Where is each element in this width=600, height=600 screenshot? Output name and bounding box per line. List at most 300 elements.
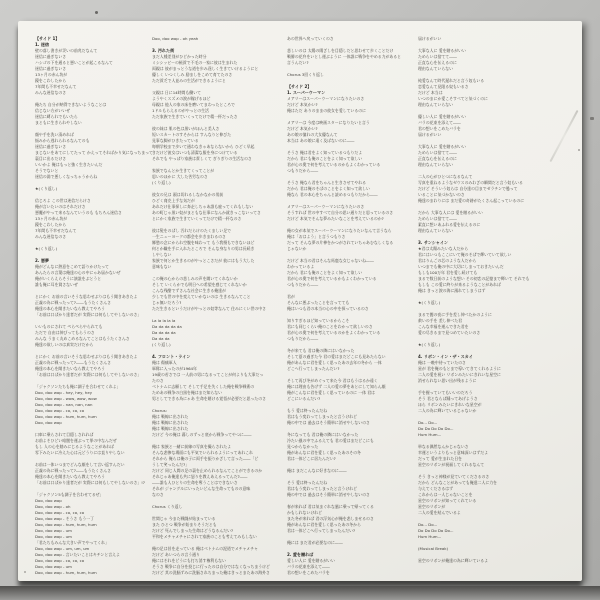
lyric-line: 理由なんていらない: [418, 102, 454, 107]
lyric-line: 2. 愛を贈れば: [287, 552, 314, 557]
lyric-line: もしも100万年 君を愛し続けても: [418, 270, 478, 275]
lyric-line: 優しく いつくしみ 励ましをこめて育てたのさ: [152, 72, 233, 77]
lyric-line: Doo, doo wop - um: [35, 564, 72, 569]
lyric-line: 愛の尽きるまで見つめていたいのさ: [418, 330, 481, 335]
lyric-line: 誰も俺に耳を貸さないぜ: [35, 282, 78, 287]
lyric-line: 何とか職を手に入れたところで そんな身なりの男は長続き: [152, 246, 255, 251]
lyric-line: Do... Do...: [418, 420, 438, 425]
lyric-line: ひどく商売上手な気だが: [152, 198, 195, 203]
lyric-line: いいものにされて ぺらぺらやられても: [35, 324, 103, 329]
lyric-line: 平和をメチャメチャにされて家族のことも考えてみもしない: [152, 534, 257, 539]
lyric-line: こんな幸福を運んできた君を: [418, 324, 469, 329]
lyric-line: メアリーは 今度は映画スターになりたいと言う: [287, 120, 370, 125]
lyric-line: 悲しいのは 太陽の陽ざしを目隠しだと思わせて歩くことだけ: [287, 48, 394, 53]
lyric-line: ★(くり返し): [35, 186, 58, 191]
lyric-line: Doo, doo wop - um: [35, 534, 72, 539]
lyric-line: わかっているよ: [287, 264, 315, 269]
lyric-line: だけど 其の洗脳ずみに洗脳されちまった俺はきっとまたあの海外さ: [152, 570, 270, 575]
lyric-line: 星空のリボンが知ってくれている: [418, 498, 477, 503]
lyric-line: どこへ行ってしまったんだい?: [287, 366, 340, 371]
lyric-line: きだけど彼女はいつも清潔な服を身につけている: [152, 150, 238, 155]
lyric-line: もし 人の心を踏みにじるようなことがあれば: [35, 444, 115, 449]
lyric-line: 君はりんごの芯のような人だから: [418, 258, 477, 263]
lyric-line: 軍隊に入ったのが1964年: [152, 366, 197, 371]
lyric-line: そうでないと: [35, 168, 59, 173]
lyric-line: 単なる偶然なんかじゃないさ: [418, 444, 469, 449]
lyric-line: 口車に乗らされて目隠しされれば: [35, 432, 94, 437]
lyric-line: そうさ 戦争に自分を投じに行ったのは自分ではなくなっちまうけど: [152, 564, 270, 569]
lyric-line: まるで数日前のような想い その初恋の記憶まで輝いて それでも: [418, 276, 530, 281]
lyric-line: 悪魔がやって来るなんていうのも もちろん迷信さ: [35, 210, 122, 215]
lyric-line: だから 君にも俺のことをよく知って欲しい: [287, 270, 363, 275]
lyric-line: 毎朝学校まで歩いて通わなきゃあならないから ひどく早起: [152, 144, 255, 149]
lyric-line: 理由なんていらない: [418, 228, 454, 233]
lyric-line: いつのまにか愛こそすべてと気づくのに: [418, 96, 488, 101]
lyric-line: 写真を重ねるようなゼウスのみわざの瞬間だと言う奴もいる: [418, 180, 523, 185]
lyric-line: これからは一人じゃないことを: [418, 492, 473, 497]
lyric-line: 俺達のまわりには まだ愛の奇跡がたくさん起こっているのに: [418, 198, 525, 203]
lyric-line: だけど 本気かい?: [287, 126, 318, 131]
lyric-line: ★(くり返し): [418, 342, 441, 347]
lyric-line: 見つからなかった: [287, 444, 319, 449]
lyric-line: だから 大事な人には 愛を贈るがいい: [418, 210, 483, 215]
lyric-line: メアリーはスーパーウーマンになりたいのさ: [287, 96, 365, 101]
lyric-line: だけど 本当の君はそんな馬鹿な女じゃないね――: [287, 258, 374, 263]
lyric-line: 彼の妹は 肌の色は黒いがほんと美人さ: [152, 126, 220, 131]
lyric-line: Hum Hum...: [418, 534, 442, 539]
lyric-line: だから 君にも俺のことをよく知って欲しい: [287, 156, 363, 161]
lyric-line: ハシゴの下を通ると悪いことが起こるなんて: [35, 60, 113, 65]
lyric-line: 少しでも世の中を変えていかないのは 生きるなんてこと: [152, 294, 251, 299]
lyric-line: 二人の心がひとつになるなんて: [418, 174, 473, 179]
lyric-line: Chorus:: [152, 408, 167, 413]
lyric-sheet: [18, 21, 582, 581]
lyric-line: 二人の愛を祝い リボンみたいにきれいな星空に: [418, 372, 501, 377]
lyric-line: 迷信に過ぎないさ: [35, 54, 67, 59]
lyric-line: まともに生きられやしない: [35, 120, 82, 125]
lyric-line: 「ジャクソンたちも俺に調子を合わせてくれよ」: [35, 384, 121, 389]
lyric-line: そんなに悪ぶったことを言ってても: [287, 300, 350, 305]
lyric-line: 零下みたいに冷えた心は元どうりには直りやしない: [35, 450, 125, 455]
lyric-line: 俺は 傷痍軍人: [152, 360, 177, 365]
lyric-line: あれだけ仕事探しに奔走しちゃあ誰も雇ってくれもしない: [152, 204, 254, 209]
lyric-line: Doo, doo wop - hum, hum, hum: [35, 414, 97, 419]
lyric-line: 見事な脚がひきたっている: [152, 138, 199, 143]
lyric-line: 信じろよ この世は迷信だらけさ: [35, 198, 91, 203]
lyric-line: 星空のリボンが俺達の為に輝いているよ: [418, 558, 489, 563]
lyric-line: ★(くり返し): [418, 300, 441, 305]
lyric-line: Doo, doo wop - そうさ もう一丁: [35, 516, 95, 521]
lyric-line: うして笑ったんだ?」: [152, 462, 190, 467]
lyric-line: 手を握っていてもいいのだろう: [418, 390, 473, 395]
lyric-line: 思いのほかに 大した苦労なのさ: [152, 174, 208, 179]
lyric-line: 一生ニューヨークの都会を歩きまわるのさ: [152, 234, 226, 239]
lyric-line: Hum Hum...: [418, 432, 442, 437]
lyric-line: 俺があんなに君を愛しく思ったあの冬から: [287, 522, 361, 527]
lyric-line: そんな悲惨な場面にも平気でいられるようにってあれこれ: [152, 450, 254, 455]
lyric-line: 俺がいくらえらそうに演説をぶとうと: [35, 276, 102, 281]
lyric-line: (Musical Break): [418, 546, 449, 551]
lyric-line: そうすれば 世の中すべて自分の思い通りだと思っているのさ: [287, 210, 394, 215]
lyric-line: 俺達の本心を聞きたいなら教えてやろう: [35, 306, 106, 311]
lyric-line: Doo, doo wop - co, co, co: [35, 510, 85, 515]
lyric-line: 「お前は口ばかり達者だが 実際には何もしてやしないのさ」: [35, 312, 142, 317]
lyric-line: La la la la la: [152, 318, 176, 323]
lyric-line: 2. 悪夢: [35, 258, 50, 263]
lyric-line: 母親は 他人の家の床を磨いてまわったところで: [152, 102, 235, 107]
lyric-line: あの町じゃ黒い奴がまともな仕事になんか就きっこないってさ: [152, 210, 261, 215]
lyric-line: ためらいは捨てて――: [418, 150, 457, 155]
lyric-line: 愛しい人に 愛を贈るがいい: [287, 558, 335, 563]
lyric-line: 壁の落し書きが災いの前兆だなんて: [35, 48, 98, 53]
lyric-line: 迷信に縛られでもいたら: [35, 114, 78, 119]
lyric-line: だけど 同じ人間の足の裏を止められるなんてことができるのか: [152, 468, 263, 473]
lyric-line: Chorus 3回くり返し: [287, 72, 324, 77]
lyric-line: ただ貧乏で人並みの生活ができるようにと: [152, 78, 226, 83]
lyric-line: 俺の中では 過去はそう簡単に消せやしないのさ: [287, 420, 370, 425]
lyric-line: そうさ 俺なら君をちゃんと生きさせてやれる: [287, 180, 367, 185]
lyric-line: 本当は あの娘に遠く及ばないのに――: [287, 138, 355, 143]
lyric-line: それでも やっぱり家族は貧しくて ぎりぎりの生活なのさ: [152, 156, 252, 161]
lyric-line: じゃないか: [287, 246, 307, 251]
lyric-line: 消せられない思い出が残るように: [418, 378, 477, 383]
lyric-line: 正直な心を伝えるのに: [418, 156, 457, 161]
lyric-line: 【サイド 2】: [287, 84, 312, 89]
lyric-line: だって 愛が生まれた日を: [418, 456, 463, 461]
lyric-line: ★君は太陽みたいな人だから: [418, 246, 469, 251]
lyric-line: 顔や手を洗い清めれば: [35, 132, 74, 137]
lyric-line: Doo, doo wop - 言いたいことはキチンと言えよ: [35, 552, 120, 557]
lyric-line: 君が心の奥で何を考えているのかをよくわかっている: [287, 330, 381, 335]
lyric-line: たのさ: [152, 378, 164, 383]
lyric-line: 俺は 戦線に出された: [152, 420, 189, 425]
lyric-line: 君の想いをこめたバラを: [287, 570, 330, 575]
lyric-line: だけど 本気でそんな夢みたいなことを考えているのか?: [287, 216, 384, 221]
lyric-line: 正直な心を伝えるのに: [418, 60, 457, 65]
lyric-line: 星が 君を俺のもとまで導いてきてくれるように: [418, 366, 501, 371]
lyric-line: 俺の足は昔を走っている 俺はベトナムの泥道でメチャメチャ: [152, 546, 258, 551]
lyric-line: 君が心の奥で何を考えているのかもよくわかっている: [287, 162, 381, 167]
lyric-line: まだ人種差別がひどかった時分: [152, 54, 207, 59]
lyric-line: つもりだから――: [287, 282, 319, 287]
lyric-line: 裏目に出るだけさ: [35, 156, 67, 161]
lyric-line: 父親は 日に14時間も働いて: [152, 90, 201, 95]
lyric-line: 信じない方がいいぜ: [35, 108, 71, 113]
lyric-line: そして いくらかでも明日への希望を感じてくれないか: [152, 282, 247, 287]
lyric-line: 俺は まだこんなに好きなのに――: [287, 468, 347, 473]
lyric-line: それが ジャングルにいったいどんな生命ってものの意味: [152, 486, 251, 491]
lyric-line: 俺は 戦線に出された: [152, 414, 189, 419]
lyric-line: そして再び冬がめぐって来た今 君はもうはるか遠く: [287, 378, 378, 383]
lyric-line: だけど そういう奴らは 自分達の目までゼラチンで曇って: [418, 186, 518, 191]
lyric-line: だけど 本気かい?: [287, 102, 318, 107]
lyric-line: 君はもう変わってしまったと言うけれど: [287, 486, 357, 491]
lyric-line: ただ生きるというだけがやっとの奴等なんて 住みにくい世の中さ: [152, 306, 267, 311]
lyric-line: 届けるがいい: [418, 36, 442, 41]
lyric-line: ためらいは捨てて――: [418, 216, 457, 221]
lyric-line: かもしれないけれど: [287, 510, 323, 515]
lyric-line: 俺の中では 過去はそう簡単に消せやしないのさ: [287, 492, 370, 497]
lyric-line: 星空のリボンが祝福してくれるなんて: [418, 462, 485, 467]
lyric-line: Doo, doo wop - co, co, co: [35, 408, 85, 413]
lyric-line: つもりだから――: [287, 168, 319, 173]
lyric-line: なのさ: [152, 492, 164, 497]
lyric-line: 優しい人に 愛を贈るがいい: [418, 114, 466, 119]
lyric-line: 【サイド 1】: [35, 36, 60, 41]
lyric-line: 7年間も不幸せだなんて: [35, 228, 77, 233]
lyric-line: 13ヶ月の赤ん坊が: [35, 72, 68, 77]
lyric-line: 1. 迷信: [35, 42, 50, 47]
lyric-line: 君は一体どこへ行ってしまったんだい?: [287, 528, 356, 533]
lyric-line: 戦勝の花弁をいとし運ぶように 一体誰に戦争をやめる力があると: [287, 54, 402, 59]
lyric-line: Doo, doo wop - co, co, co: [35, 558, 85, 563]
lyric-line: Do... Do...: [418, 522, 438, 527]
lyric-line: 冬になっても 君は俺の隣にはいなかった: [287, 432, 359, 437]
lyric-line: つもりだから――: [287, 336, 319, 341]
lyric-line: この俺の心からの悲しみの声を聞いてくれないか: [152, 276, 238, 281]
lyric-line: 救いの手を 差し伸べた君: [418, 318, 463, 323]
lyric-line: ベトナムに志願して そして手足を失くした俺を戦争戦術の: [152, 384, 255, 389]
lyric-line: Doo, doo wop - hey, hey, hey: [35, 390, 93, 395]
lyric-line: 君の想いをこめたバラを: [418, 126, 461, 131]
lyric-line: Doo, doo wop - wow, wow, wow: [35, 396, 97, 401]
lyric-line: 俺の女が本気でスーパーウーマンになりたいなんて言うなら: [287, 228, 392, 233]
lyric-line: 与えてくださるはず: [418, 486, 454, 491]
lyric-line: 鏡をこわしたから: [35, 222, 67, 227]
lyric-line: だから 君は俺のそばのことをよく知って欲しい: [287, 186, 370, 191]
lyrics-column-4: [418, 36, 549, 581]
lyric-line: いつまでも俺の中に大切にしまっておきたいんだ: [418, 264, 504, 269]
lyric-line: 大事な人に 愛を贈るがいい: [418, 144, 466, 149]
lyric-line: 7年間も不幸せだなんて: [35, 84, 77, 89]
lyric-line: Doo, doo wop - oh yeah: [152, 36, 199, 41]
lyric-line: 世間じゃ 今また戦闘が始まっている: [152, 516, 216, 521]
lyric-line: 冷たい風の中でふるえても 君の愛はまだどこにも: [287, 438, 374, 443]
lyric-line: ――誰も人ひとりの生命を奪うことはできないさ: [152, 480, 238, 485]
lyric-line: そう きっと神様が見ていてくださるのさ: [418, 474, 490, 479]
lyric-line: Da da da da: [152, 330, 176, 335]
lyric-line: 迷信の渦で悪しくなっちゃうからね: [35, 174, 98, 179]
lyric-line: 俺は 戦線に出された: [152, 426, 189, 431]
lyric-line: 俺は 家族と一緒に前線の写真を撮らされたよ: [152, 444, 232, 449]
lyric-line: また ひとつ 戦争が始まりそうだとも: [152, 522, 217, 527]
lyric-line: Doo, doo wop - hum, hum, hum: [35, 570, 97, 575]
lyric-line: 13ヶ月の赤ん坊が: [35, 216, 68, 221]
lyric-line: 3. サンシャイン: [418, 240, 449, 245]
lyric-line: Do Do Do Do Do...: [418, 426, 454, 431]
lyric-line: Doo, doo wop - nan, nan, nan: [35, 402, 93, 407]
lyric-line: 俺は「おはよう」と言うつもりさ: [287, 234, 346, 239]
lyric-line: みんな迷信なのさ: [35, 90, 67, 95]
lyric-line: だけど 今の俺は 暮しのずっと底から戦争ってやつに――: [152, 432, 252, 437]
lyrics-column-2: [152, 36, 283, 581]
lyric-line: 理由なんていらない: [418, 66, 454, 71]
lyric-line: いることに気づかないのさ: [418, 192, 465, 197]
lyric-line: 君にも同じくらい俺のことをわかって欲しいのさ: [287, 324, 373, 329]
lyric-line: 大事な人に 愛を贈るがいい: [418, 48, 466, 53]
lyric-line: 「ジャクソン5も調子を合わせてるぜ」: [35, 492, 104, 497]
lyric-line: お前よそひどい暗闇を運ぶって罪の中なんだぜ: [35, 438, 117, 443]
lyric-line: 彼女の兄は 頭は切れるしなかなかの男前: [152, 192, 224, 197]
lyric-line: まじないをあてにしてたって かえってそればかり気になっちまって: [35, 150, 153, 155]
lyric-line: どこにいるんだい?: [287, 396, 321, 401]
lyric-line: また冬が来れば 君の浮気心が俺を悲しませるのさ: [287, 516, 374, 521]
lyric-line: 俺達の本心を聞きたいなら教えてやろう: [35, 366, 106, 371]
paper-speck: [24, 571, 26, 573]
lyric-line: 素直に想いあふれる愛を伝えるのに: [418, 222, 481, 227]
lyric-line: 星空のリボンが: [418, 504, 446, 509]
lyric-line: そう 愛は終ったんだね: [287, 480, 328, 485]
lyric-line: Do Do Do Do Do...: [418, 528, 454, 533]
paper-speck: [590, 117, 594, 120]
lyric-line: バラの花束を添えて――: [287, 564, 330, 569]
lyric-line: 俺なら 君の本心をちゃんと読めるつもりだから――: [287, 192, 378, 197]
lyric-line: 俺達の本心を聞きたいなら教えてやろう: [35, 474, 106, 479]
lyric-line: 春が来れば 君は気まぐれな風に乗って帰ってくる: [287, 504, 374, 509]
lyric-line: Da da da: [152, 336, 170, 341]
lyric-line: いいかよ 俺はもっと強く生きたいんだ: [35, 162, 103, 167]
lyric-line: みんな うまく丸めこめるなんてことはもうたくさんさ: [35, 336, 130, 341]
paper-speck: [95, 11, 98, 14]
lyric-line: 4. フロント・ライン: [152, 354, 191, 359]
lyric-line: Chorus くり返し: [152, 504, 183, 509]
lyric-line: Doo, doo wop - hum, hum, hum: [35, 522, 97, 527]
lyric-line: だから どんなことがあっても俺達二人に力を: [418, 480, 498, 485]
lyric-line: もしも この愛に終りが来るようなことがあれば: [418, 282, 501, 287]
lyric-line: 俺が言いたいのはそれだけさ: [35, 204, 86, 209]
lyric-line: そして夏の過ぎた今 君の愛はまだどこにも見あたらない: [287, 354, 386, 359]
lyric-line: 正義の為に戦ったって?――もうたくさんさ: [35, 468, 111, 473]
lyric-line: 俺があんなに君を愛しく思ったあの去年の冬から 一体: [287, 360, 382, 365]
lyric-line: 恋愛なんて見限る奴もいるさ: [418, 84, 469, 89]
lyric-line: とにかく お前の言いそうな思わせぶりはもう聞きあきたよ: [35, 354, 138, 359]
sheet-bottom-shadow: [0, 586, 600, 600]
lyric-line: 俺がこんなに君を愛しく思っているのに 一体 君は: [287, 390, 376, 395]
lyric-line: 俺は きっと涙の海に溺れてしまうはず: [418, 288, 486, 293]
lyric-line: Doo, doo wop: [35, 498, 62, 503]
lyric-line: 言うんだい?: [287, 60, 309, 65]
lyric-line: 純愛なんて時代遅れだと言う奴もいる: [418, 78, 485, 83]
lyric-line: 1. スーパーウーマン: [287, 90, 326, 95]
lyric-line: 「お前は口ばかり達者だが 実際には何もしてやしないのさ」!?: [35, 480, 145, 485]
lyric-line: 俺にはそれをどうにも打ち消す権利もない: [152, 558, 226, 563]
lyrics-column-1: [35, 36, 166, 581]
lyric-line: 3. 汚れた街: [152, 48, 175, 53]
lyric-line: 届けるがいい: [418, 132, 442, 137]
lyric-line: Doo, doo wop - um: [35, 528, 72, 533]
lyric-line: こんな残酷でずさんな社会に生きる俺達が: [152, 288, 226, 293]
lyric-line: 君にはいつもここにいて俺のそばで輝いていて欲しい: [418, 252, 512, 257]
lyric-line: もう 愛は終ったんだね: [287, 408, 328, 413]
lyric-line: 1ドルもらえるのがやっとの生活: [152, 108, 209, 113]
lyric-line: バラの花束を添えて――: [418, 120, 461, 125]
lyric-line: 家族で何とか生きるのがやっとこさだが 彼にはもう大した: [152, 258, 255, 263]
lyric-line: 鏡をこわしたから: [35, 78, 67, 83]
lyric-line: 君はもう変わってしまったと言うけれど: [287, 414, 357, 419]
lyric-line: ただ家族で生きていくってだけで精一杯だったさ: [152, 114, 238, 119]
lyric-line: 俺は 一晩中待っていたのさ: [418, 360, 466, 365]
lyric-line: 家族でなんとか生きてくってことが: [152, 168, 215, 173]
lyric-line: 知りすぎるほど知っているからこそ: [287, 318, 350, 323]
lyric-line: 悩みから逃れられるなんてのも: [35, 138, 90, 143]
lyric-line: だけど 死んでしまった生命はどうなるんだい?: [152, 528, 234, 533]
lyric-line: それから 俺らは俺の子に両手を振りかざして言った――「ど: [152, 456, 259, 461]
lyric-line: 両親は 彼がまっとうな道を歩み逞しく生きていけるようにと: [152, 66, 259, 71]
lyric-line: 俺達の欲しいのは真実だけだから: [35, 342, 94, 347]
lyric-line: 正義の為に戦ったって?――もうたくさんさ: [35, 360, 111, 365]
lyric-line: 理由なんていらない: [418, 162, 454, 167]
lyric-line: Doo, doo wop - oh: [35, 504, 71, 509]
scratch-mark: [550, 110, 579, 162]
lyric-line: そう 君とならば踊ってあげようさ: [418, 396, 478, 401]
lyric-line: 4. リボン・イン・ザ・スカイ: [418, 354, 473, 359]
lyric-line: 君は一体どこに居たんだい?: [287, 456, 336, 461]
lyric-line: 俺たち 自分が納得できないようなことは: [35, 102, 107, 107]
lyric-line: メアリーはスーパーウーマンになりたいのさ: [287, 204, 365, 209]
lyric-line: 君が: [287, 294, 295, 299]
lyrics-column-3: [287, 36, 418, 581]
lyric-line: とにかく お前の言いそうな思わせぶりはもう聞きあきたよ: [35, 294, 138, 299]
lyric-line: 俺がどんなに熱意をこめて語りかけたって: [35, 264, 109, 269]
lyric-line: Doo, doo wop - um, um, um: [35, 546, 90, 551]
lyric-line: ようやくスズメの涙が稼げるほど: [152, 96, 211, 101]
lyric-line: 俺には理由も告げず 二人の愛の夢をあとにして知らん顔: [287, 384, 386, 389]
lyric-line: 正義の為に戦ったって?――もうたくさんさ: [35, 300, 111, 305]
lyric-line: (くり返し): [152, 180, 171, 185]
lyric-line: 迷信に過ぎないさ: [35, 144, 67, 149]
lyric-line: じゃ無いだろう?: [152, 300, 182, 305]
lyric-line: 短いスカートのすそからは すんなりと伸びた: [152, 132, 232, 137]
lyric-line: まるで闇の夜に手を差し伸べたかのように: [418, 312, 492, 317]
lyric-line: 俺があんなに君を愛しく思ったあのその冬: [287, 450, 361, 455]
lyric-line: 幸運というよりもっと意味深いはずだよ: [418, 450, 489, 455]
lyric-line: 男としてできる為にゃあ 生命を賭ける覚悟が必要だと思ったのさ: [152, 396, 266, 401]
lyric-line: 迷信に過ぎないさ: [35, 66, 67, 71]
lyric-line: ほら リボンみたいにきれいな星空が: [418, 402, 482, 407]
lyric-line: ためあの戦争の白黒を俺はまだ知らない: [152, 390, 223, 395]
lyric-line: 郷愁の念にかられ空腹を味わって もう我慢もできないほど: [152, 240, 255, 245]
lyric-line: あんたらの言葉は俺達の心の中にゃあ届かないぜ: [35, 270, 121, 275]
lyric-line: みんな迷信なのさ: [35, 234, 67, 239]
lyric-line: (くり返し): [152, 342, 171, 347]
lyric-line: ★(くり返し): [35, 246, 58, 251]
lyric-line: 冬が来ても 君は俺の隣にはいなかった: [287, 348, 355, 353]
lyric-line: だけど 本当は: [418, 90, 443, 95]
lyric-line: あの世界へ戻っていくのさ: [287, 36, 334, 41]
lyric-line: それじゃあ俺達も共に怒りを教えあえるってんだ?――: [152, 474, 248, 479]
lyric-line: 俺には まだ君が必要なのに――: [287, 540, 343, 545]
lyric-line: あの娘の憧れの大女優なんて: [287, 132, 338, 137]
lyric-line: Doo, doo wop: [35, 420, 62, 425]
lyric-line: お前は一体いつまでどんな顔をして言い返すんだい: [35, 462, 125, 467]
lyric-line: 俺はただ ありのままの彼女を愛しているのに: [287, 108, 367, 113]
lyric-line: 「お前は口ばかり達者だが 実際には何もしてやしないのさ」: [35, 372, 142, 377]
lyric-line: ミシシッピーの極貧で不毛の一家に彼は生まれた: [152, 60, 238, 65]
paper-speck: [578, 149, 580, 151]
lyric-line: 二人の愛を結んでいるよ: [418, 510, 461, 515]
lyric-line: だけど あいつらの言う通り: [152, 552, 200, 557]
lyric-line: ただで 自由は伸びってもらうのさ: [35, 330, 95, 335]
lyric-line: Da da da da da: [152, 324, 182, 329]
lyric-line: 意味もない: [152, 264, 172, 269]
lyric-line: 二人の為に輝いているじゃないか: [418, 408, 477, 413]
lyric-line: しやしない: [152, 252, 172, 257]
lyric-line: 「君たちもみんな大きい声でやってくれ」: [35, 540, 109, 545]
lyric-line: 俺はいつも君の本当の心の中を探っているのさ: [287, 306, 369, 311]
lyric-line: 君が心の奥で何を考えているかもよくわかっている: [287, 276, 377, 281]
lyric-line: だって そんな夢の片棒をかつがされていちゃあむなしくなる: [287, 240, 394, 245]
lyric-line: そうさ 俺は君をよく知っているつもりだよ: [287, 150, 363, 155]
